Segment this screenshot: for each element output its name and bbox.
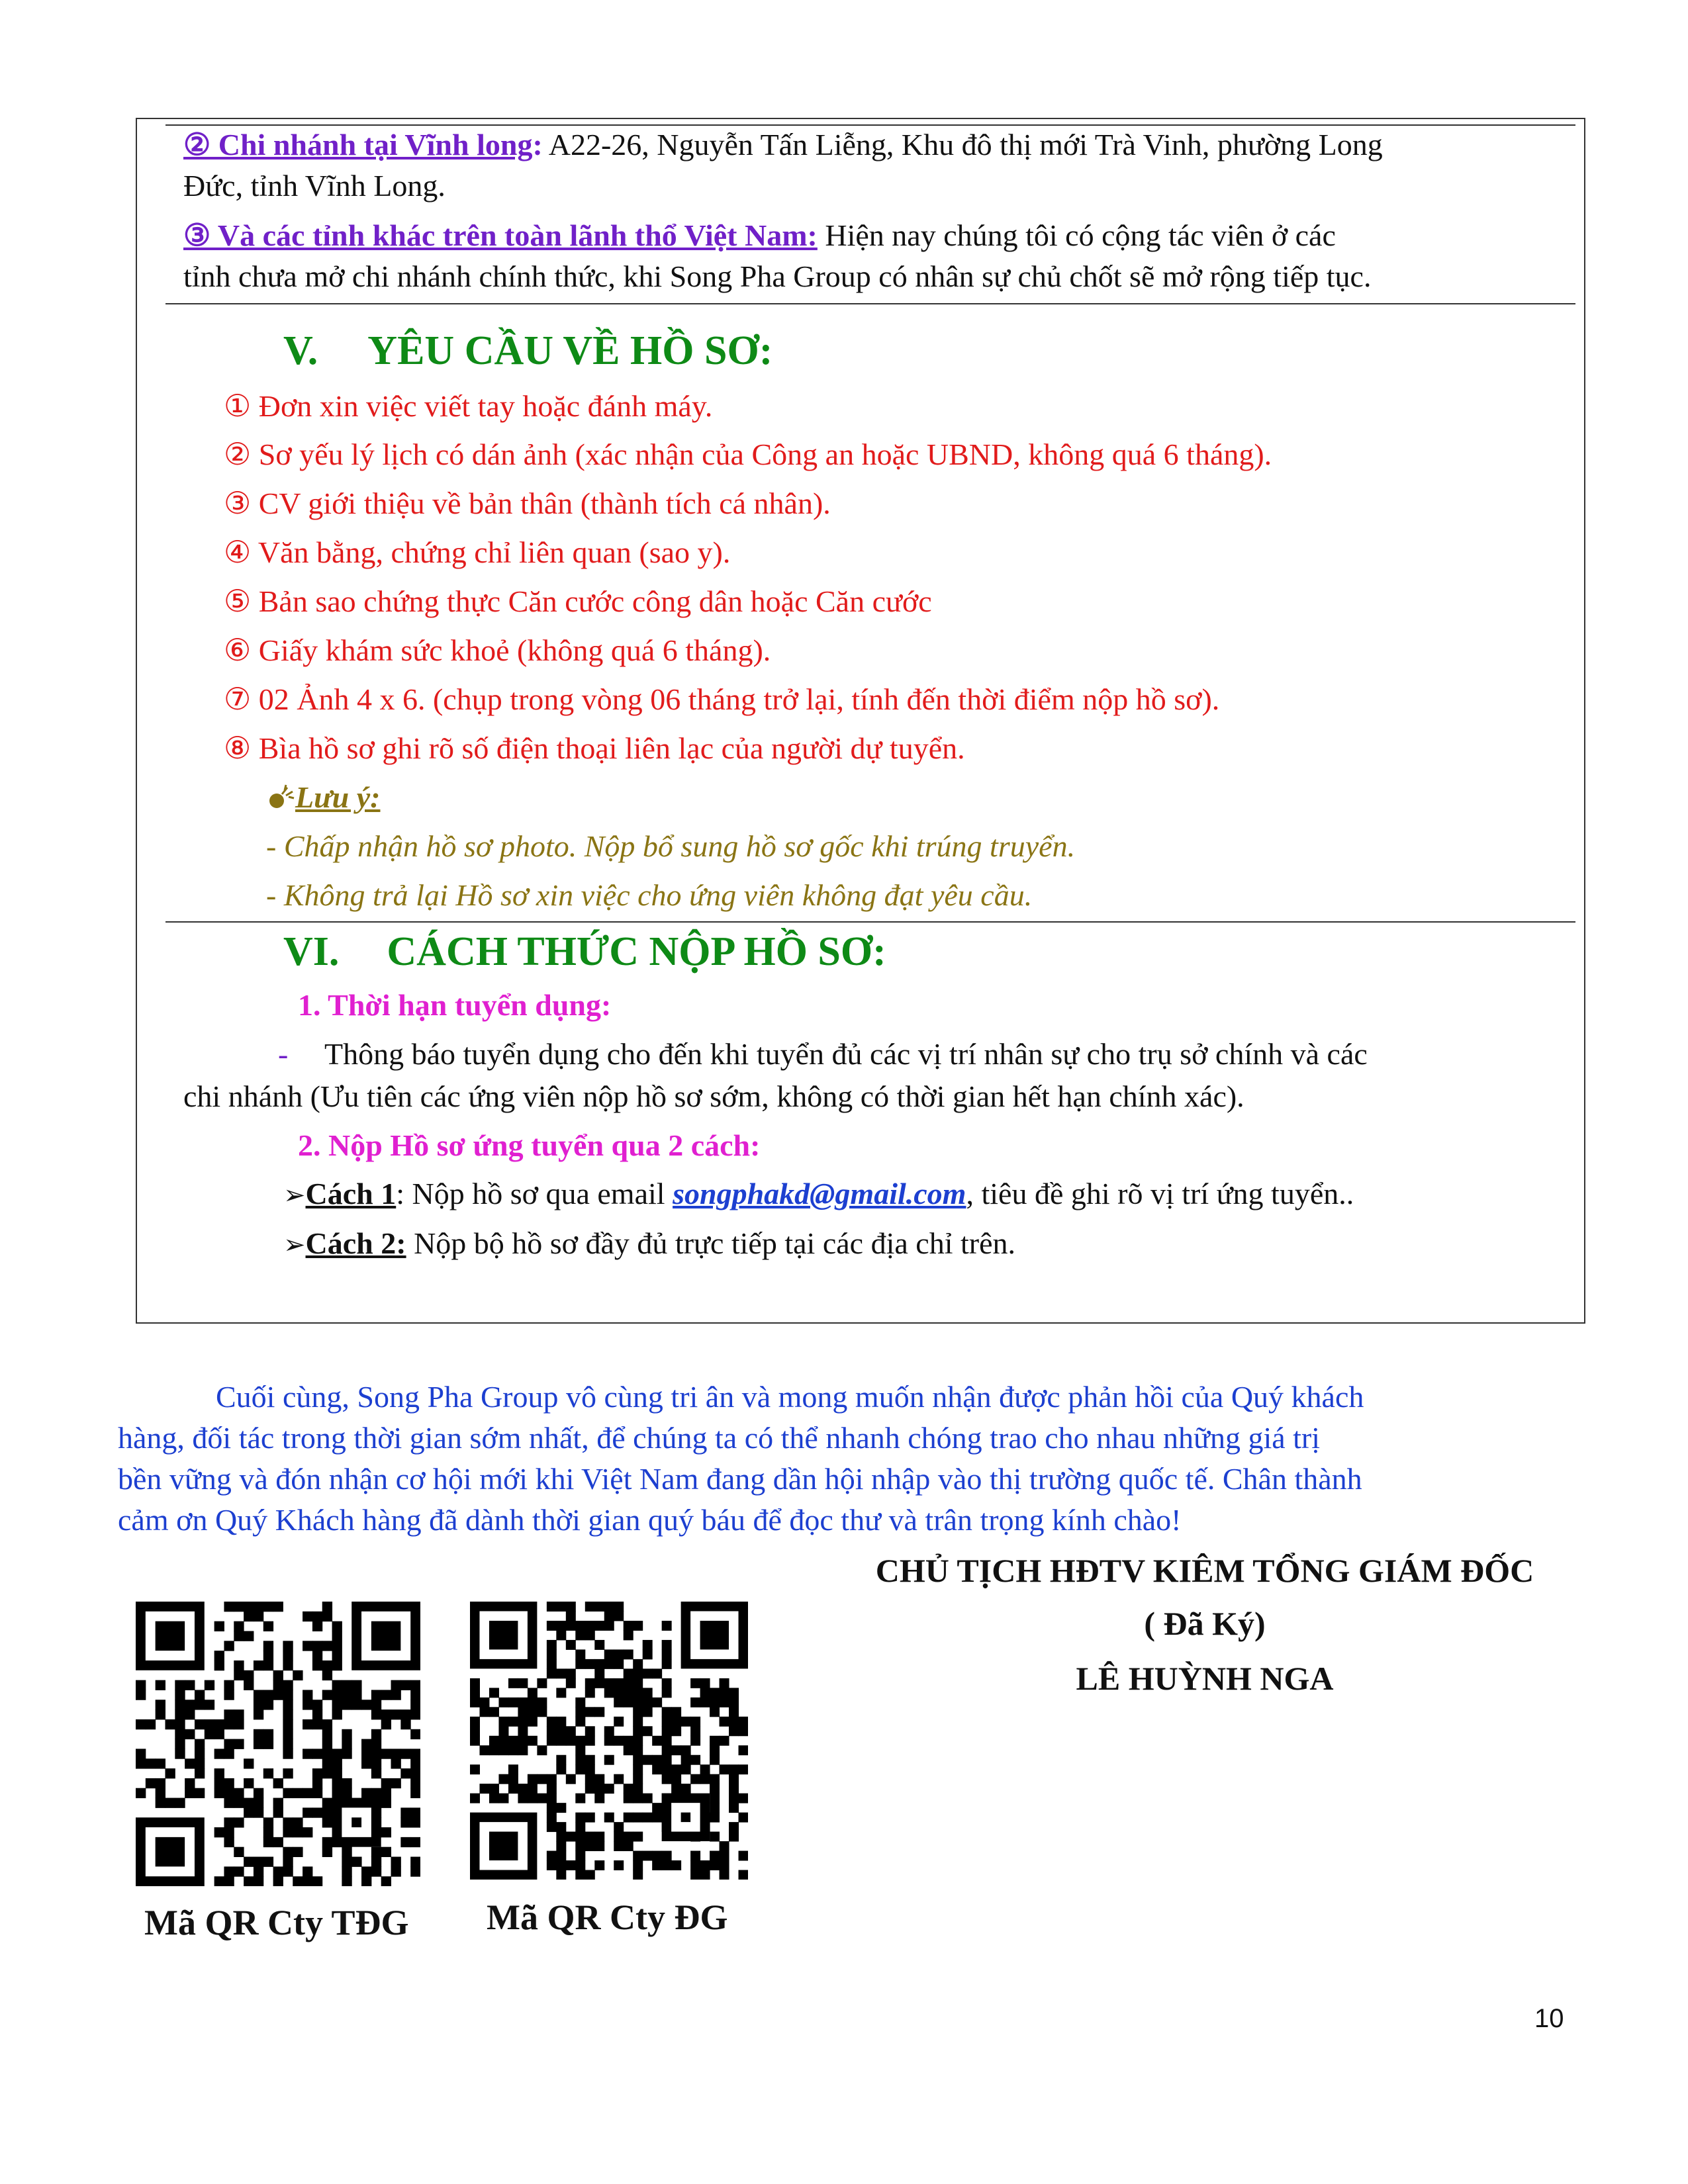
note-heading: [266, 777, 380, 818]
email-link[interactable]: songphakd@gmail.com: [673, 1177, 966, 1210]
branch-vinhlong: [183, 124, 1573, 165]
section-v-title: YÊU CẦU VỀ HỒ SƠ:: [367, 328, 773, 373]
divider-1: [165, 303, 1575, 304]
closing-line-2: hàng, đối tác trong thời gian sớm nhất, để chúng ta có thể nhanh chóng trao cho nhau những giá trị: [118, 1421, 1321, 1455]
closing-line-3: bền vững và đón nhận cơ hội mới khi Việt Nam đang dần hội nhập vào thị trường quốc tế. Chân thành: [118, 1462, 1362, 1496]
section-v-item-3: ③ CV giới thiệu về bản thân (thành tích cá nhân).: [224, 486, 831, 520]
way-1-label: Cách 1: [305, 1177, 397, 1210]
branch-vinhlong-address: A22-26, Nguyễn Tấn Liễng, Khu đô thị mới Trà Vinh, phường Long: [542, 128, 1383, 161]
note-icon: [266, 780, 295, 821]
page-number: 10: [1534, 2004, 1564, 2033]
section-v-item-6: ⑥ Giấy khám sức khoẻ (không quá 6 tháng).: [224, 633, 771, 667]
branch-other-title: ③ Và các tỉnh khác trên toàn lãnh thổ Việt Nam:: [183, 218, 818, 252]
section-v-item-8: ⑧ Bìa hồ sơ ghi rõ số điện thoại liên lạc của người dự tuyển.: [224, 731, 965, 765]
section-v-item-2: ② Sơ yếu lý lịch có dán ảnh (xác nhận của Công an hoặc UBND, không quá 6 tháng).: [224, 437, 1272, 471]
closing-line-1: Cuối cùng, Song Pha Group vô cùng tri ân và mong muốn nhận được phản hồi của Quý khách: [216, 1380, 1364, 1414]
signature-signed: ( Đã Ký): [1144, 1605, 1266, 1642]
section-vi-number: VI.: [283, 929, 340, 974]
divider-2: [165, 921, 1575, 923]
branch-other-text: Hiện nay chúng tôi có cộng tác viên ở các: [817, 218, 1336, 252]
section-vi-sub-1-line-2: chi nhánh (Ưu tiên các ứng viên nộp hồ sơ sớm, không có thời gian hết hạn chính xác).: [183, 1079, 1244, 1113]
section-v-item-5: ⑤ Bản sao chứng thực Căn cước công dân hoặc Căn cước: [224, 584, 932, 618]
section-v-number: V.: [283, 328, 318, 373]
section-vi-sub-1: 1. Thời hạn tuyển dụng:: [298, 988, 612, 1022]
branch-other-line2: tỉnh chưa mở chi nhánh chính thức, khi Song Pha Group có nhân sự chủ chốt sẽ mở rộng tiếp tục.: [183, 259, 1372, 293]
qr-label-dg: Mã QR Cty ĐG: [487, 1897, 728, 1937]
note-line-2: - Không trả lại Hồ sơ xin việc cho ứng viên không đạt yêu cầu.: [266, 878, 1033, 912]
section-v-item-1: ① Đơn xin việc viết tay hoặc đánh máy.: [224, 389, 713, 423]
section-vi-title: CÁCH THỨC NỘP HỒ SƠ:: [387, 929, 886, 974]
section-v-item-7: ⑦ 02 Ảnh 4 x 6. (chụp trong vòng 06 tháng trở lại, tính đến thời điểm nộp hồ sơ).: [224, 682, 1220, 716]
way-2-text: Nộp bộ hồ sơ đầy đủ trực tiếp tại các địa chỉ trên.: [406, 1226, 1015, 1260]
section-vi-dash: -: [278, 1037, 289, 1071]
closing-line-4: cảm ơn Quý Khách hàng đã dành thời gian quý báu để đọc thư và trân trọng kính chào!: [118, 1503, 1182, 1537]
way-1-text-b: , tiêu đề ghi rõ vị trí ứng tuyển..: [966, 1177, 1354, 1210]
arrow-icon: ➢: [283, 1180, 306, 1210]
arrow-icon: ➢: [283, 1230, 306, 1259]
section-vi-heading: [283, 925, 886, 978]
qr-code-dg: [470, 1602, 748, 1880]
way-1: [283, 1173, 1354, 1216]
signature-name: LÊ HUỲNH NGA: [1076, 1660, 1334, 1697]
section-vi-sub-2: 2. Nộp Hồ sơ ứng tuyển qua 2 cách:: [298, 1128, 761, 1162]
way-2: [283, 1223, 1015, 1265]
note-line-1: - Chấp nhận hồ sơ photo. Nộp bổ sung hồ sơ gốc khi trúng truyển.: [266, 829, 1076, 863]
note-title: Lưu ý:: [295, 780, 381, 814]
qr-label-tdg: Mã QR Cty TĐG: [144, 1903, 409, 1942]
way-1-text-a: : Nộp hồ sơ qua email: [396, 1177, 673, 1210]
branch-other: [183, 215, 1573, 256]
section-vi-sub-1-line-1: Thông báo tuyển dụng cho đến khi tuyển đủ các vị trí nhân sự cho trụ sở chính và các: [324, 1037, 1368, 1071]
signature-title: CHỦ TỊCH HĐTV KIÊM TỔNG GIÁM ĐỐC: [875, 1552, 1534, 1589]
section-v-item-4: ④ Văn bằng, chứng chỉ liên quan (sao y).: [224, 535, 731, 569]
section-v-heading: [283, 324, 773, 377]
qr-code-tdg: [136, 1602, 420, 1886]
way-2-label: Cách 2:: [305, 1226, 406, 1260]
branch-vinhlong-colon: :: [532, 128, 543, 161]
branch-vinhlong-title: ② Chi nhánh tại Vĩnh long: [183, 128, 533, 161]
branch-vinhlong-line2: Đức, tỉnh Vĩnh Long.: [183, 169, 445, 203]
